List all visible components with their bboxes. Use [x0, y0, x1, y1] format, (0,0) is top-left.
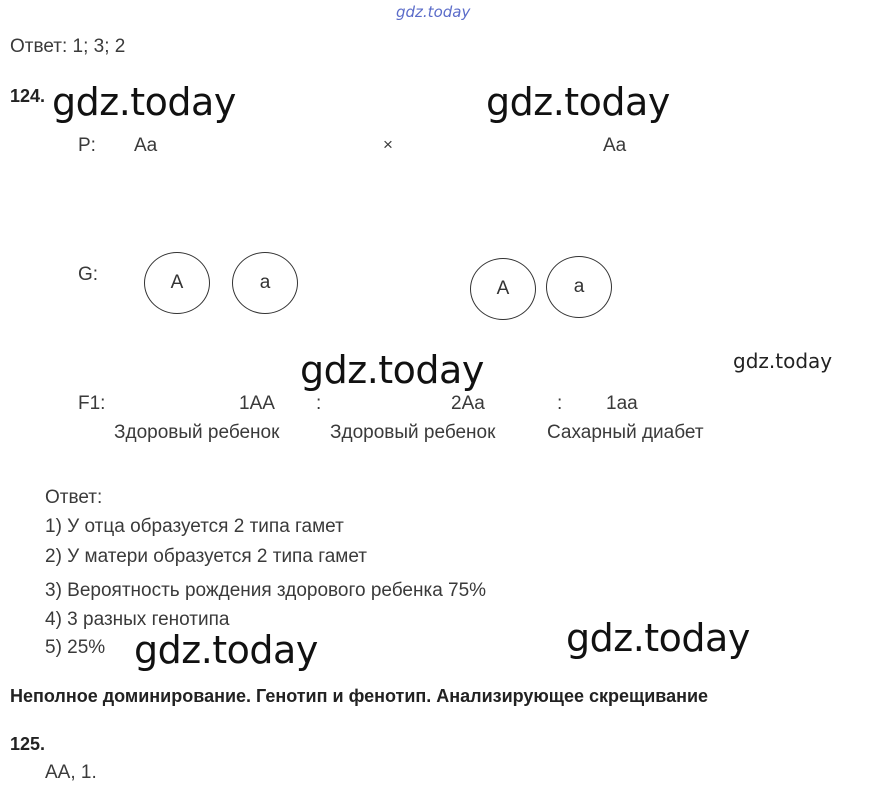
gamete-circle-mother-1: [470, 258, 536, 320]
watermark-top: gdz.today: [396, 3, 471, 21]
watermark-1: gdz.today: [52, 80, 236, 124]
gamete-label: a: [259, 272, 271, 293]
gametes-label: G:: [78, 264, 99, 285]
answer-item-4: 4) 3 разных генотипа: [45, 609, 230, 630]
answer-item-1: 1) У отца образуется 2 типа гамет: [45, 516, 344, 537]
f1-genotype-1: 1AA: [239, 393, 275, 414]
watermark-small: gdz.today: [733, 349, 833, 373]
f1-separator-2: :: [557, 393, 563, 414]
f1-separator-1: :: [316, 393, 322, 414]
f1-genotype-2: 2Aa: [451, 393, 485, 414]
gamete-circle-mother-2: [546, 256, 612, 318]
f1-phenotype-1: Здоровый ребенок: [114, 422, 280, 443]
task-125-answer: AA, 1.: [45, 762, 97, 783]
parent-2-genotype: Aa: [603, 135, 627, 156]
answer-item-3: 3) Вероятность рождения здорового ребенка 75%: [45, 580, 487, 601]
section-title: Неполное доминирование. Генотип и фенотип. Анализирующее скрещивание: [10, 686, 709, 706]
task-125-number: 125.: [10, 734, 46, 754]
f1-phenotype-2: Здоровый ребенок: [330, 422, 496, 443]
gamete-label: A: [170, 272, 184, 293]
cross-symbol: ×: [383, 135, 393, 154]
gamete-circle-father-2: [232, 252, 298, 314]
gamete-label: a: [573, 276, 585, 297]
answer-item-5: 5) 25%: [45, 637, 106, 658]
f1-phenotype-3: Сахарный диабет: [547, 422, 704, 443]
task-124-number: 124.: [10, 86, 46, 106]
watermark-3: gdz.today: [300, 348, 484, 392]
parent-1-genotype: Aa: [134, 135, 158, 156]
watermark-2: gdz.today: [486, 80, 670, 124]
answer-item-2: 2) У матери образуется 2 типа гамет: [45, 546, 367, 567]
gamete-circle-father-1: [144, 252, 210, 314]
answer-title: Ответ:: [45, 487, 103, 508]
parents-label: P:: [78, 135, 96, 156]
watermark-4: gdz.today: [134, 628, 318, 672]
watermark-5: gdz.today: [566, 616, 750, 660]
f1-genotype-3: 1aa: [606, 393, 638, 414]
gamete-label: A: [496, 278, 510, 299]
previous-answer: Ответ: 1; 3; 2: [10, 36, 126, 57]
f1-label: F1:: [78, 393, 106, 414]
